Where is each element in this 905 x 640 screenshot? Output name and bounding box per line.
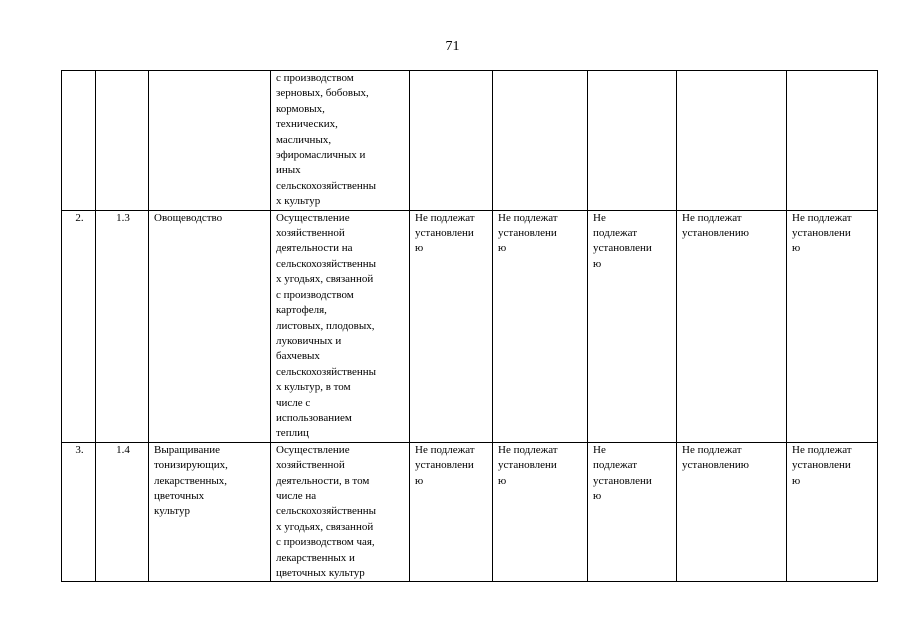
- cell-value-4: Не подлежат установлению: [677, 442, 787, 582]
- cell-value-1: [410, 71, 493, 211]
- cell-name: [149, 71, 271, 211]
- cell-value-1: Не подлежат установлени ю: [410, 442, 493, 582]
- cell-code: 1.3: [96, 210, 149, 442]
- table-row: [62, 71, 878, 211]
- cell-value-5: Не подлежат установлени ю: [787, 442, 878, 582]
- cell-number: 3.: [62, 442, 96, 582]
- cell-value-1: Не подлежат установлени ю: [410, 210, 493, 442]
- zoning-table: [61, 70, 878, 582]
- cell-name: Овощеводство: [149, 210, 271, 442]
- cell-value-4: Не подлежат установлению: [677, 210, 787, 442]
- table-row: [62, 210, 878, 442]
- cell-description: Осуществление хозяйственной деятельности на сельскохозяйственны х угодьях, связанной с производством картофеля, листовых, плодовых, луковичных и бахчевых сельскохозяйственны х культур, в том числе с использованием теплиц: [271, 210, 410, 442]
- cell-value-5: Не подлежат установлени ю: [787, 210, 878, 442]
- cell-value-2: Не подлежат установлени ю: [493, 210, 588, 442]
- cell-value-4: [677, 71, 787, 211]
- cell-description: Осуществление хозяйственной деятельности, в том числе на сельскохозяйственны х угодьях, связанной с производством чая, лекарственных и цветочных культур: [271, 442, 410, 582]
- cell-value-3: Не подлежат установлени ю: [588, 442, 677, 582]
- cell-value-5: [787, 71, 878, 211]
- cell-value-2: Не подлежат установлени ю: [493, 442, 588, 582]
- cell-code: 1.4: [96, 442, 149, 582]
- cell-code: [96, 71, 149, 211]
- cell-number: 2.: [62, 210, 96, 442]
- cell-description: с производством зерновых, бобовых, кормовых, технических, масличных, эфиромасличных и иных сельскохозяйственны х культур: [271, 71, 410, 211]
- cell-value-3: Не подлежат установлени ю: [588, 210, 677, 442]
- page-number: 71: [445, 39, 460, 54]
- cell-number: [62, 71, 96, 211]
- cell-name: Выращивание тонизирующих, лекарственных, цветочных культур: [149, 442, 271, 582]
- cell-value-3: [588, 71, 677, 211]
- cell-value-2: [493, 71, 588, 211]
- table-row: [62, 442, 878, 582]
